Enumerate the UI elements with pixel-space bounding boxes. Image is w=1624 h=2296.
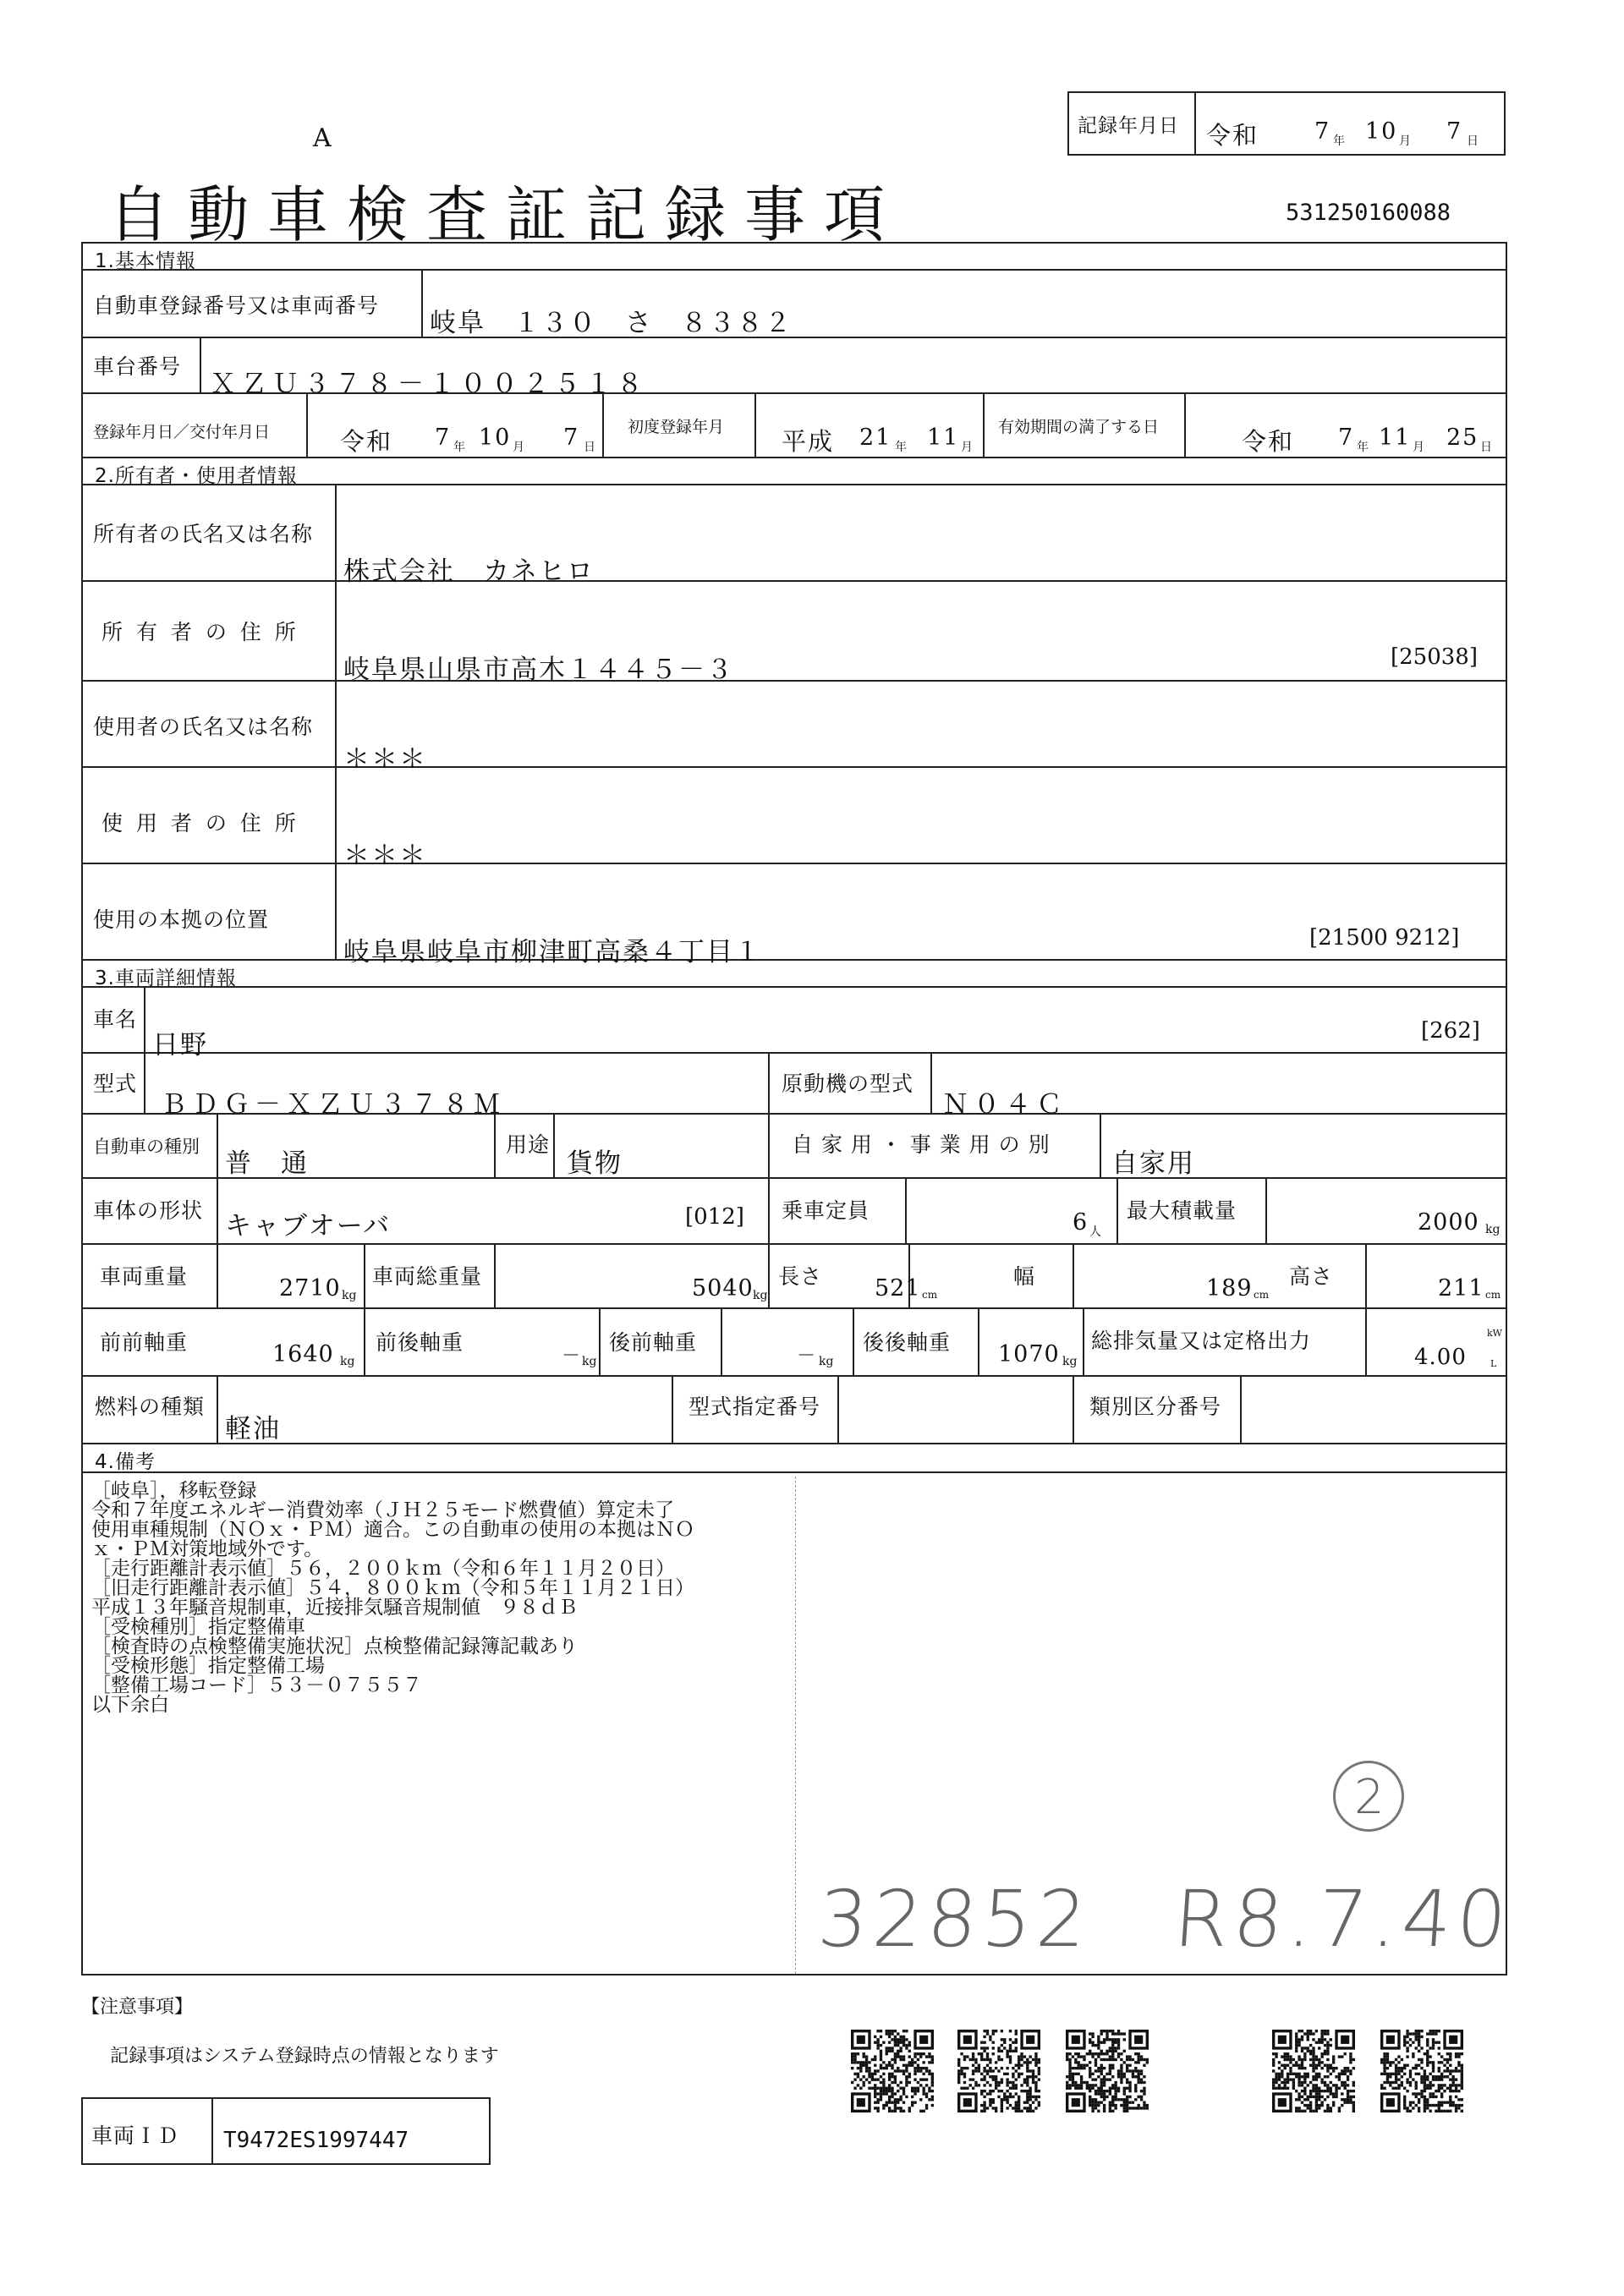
handwritten-circle [1333, 1761, 1404, 1832]
handwritten-note: 32852 R8.7.40 [815, 1874, 1515, 1964]
user-address-label: 使 用 者 の 住 所 [102, 811, 299, 836]
vehicle-id-box [81, 2097, 491, 2165]
front-front-axle-value: 1640 [272, 1341, 334, 1367]
first-reg-year: 21 [859, 425, 892, 451]
maker-value: 日野 [152, 1030, 208, 1060]
remark-line: ［受検種別］指定整備車 [91, 1616, 305, 1638]
gross-weight-label: 車両総重量 [372, 1264, 483, 1289]
reg-date-day: 7 [563, 425, 580, 451]
category-number-label: 類別区分番号 [1089, 1395, 1222, 1419]
private-business-value: 自家用 [1111, 1148, 1195, 1179]
remark-line: ｘ・ＰＭ対策地域外です。 [91, 1538, 324, 1560]
rear-front-axle-value: － [797, 1345, 818, 1367]
form-mark: A [313, 123, 332, 153]
owner-address-value: 岐阜県山県市高木１４４５－３ [343, 655, 734, 685]
user-name-label: 使用者の氏名又は名称 [93, 715, 314, 739]
base-location-label: 使用の本拠の位置 [93, 907, 270, 932]
owner-name-label: 所有者の氏名又は名称 [93, 522, 314, 546]
maker-code: [262] [1421, 1018, 1480, 1044]
remark-line: ［旧走行距離計表示値］５４，８００ｋｍ（令和５年１１月２１日） [91, 1577, 694, 1599]
maker-label: 車名 [93, 1007, 138, 1032]
chassis-value: ＸＺＵ３７８－１００２５１８ [210, 369, 648, 399]
record-date-box: 記録年月日 令和 7 年 10 月 7 日 [1067, 91, 1506, 156]
rear-rear-axle-label: 後後軸重 [863, 1330, 952, 1355]
record-date-era: 令和 [1206, 121, 1259, 150]
qr-code-1 [851, 2030, 934, 2112]
record-date-day: 7 [1446, 118, 1463, 145]
expiry-label: 有効期間の満了する日 [998, 418, 1160, 436]
qr-code-2 [957, 2030, 1040, 2112]
max-load-label: 最大積載量 [1127, 1198, 1237, 1223]
remark-line: 使用車種規制（ＮＯｘ・ＰＭ）適合。この自動車の使用の本拠はＮＯ [91, 1519, 694, 1541]
base-location-code: [21500 9212] [1309, 925, 1460, 951]
record-date-label: 記録年月日 [1078, 115, 1179, 137]
width-value: 189 [1206, 1275, 1253, 1301]
expiry-year: 7 [1338, 425, 1355, 451]
kind-label: 自動車の種別 [93, 1137, 200, 1157]
qr-code-5 [1380, 2030, 1463, 2112]
capacity-value: 6 [1073, 1209, 1089, 1236]
reg-date-label: 登録年月日／交付年月日 [93, 423, 271, 441]
model-value: ＢＤＧ－ＸＺＵ３７８Ｍ [161, 1089, 505, 1120]
section-basic-title: 1.基本情報 [95, 250, 196, 272]
type-designation-label: 型式指定番号 [689, 1395, 821, 1419]
reg-date-year: 7 [435, 425, 452, 451]
body-value: キャブオーバ [225, 1211, 392, 1241]
length-value: 521 [875, 1275, 921, 1301]
expiry-month: 11 [1379, 425, 1412, 451]
chassis-label: 車台番号 [93, 354, 182, 379]
height-label: 高さ [1289, 1264, 1334, 1289]
capacity-label: 乗車定員 [782, 1198, 870, 1223]
first-reg-label: 初度登録年月 [628, 418, 725, 436]
front-rear-axle-value: － [562, 1345, 583, 1367]
section-owner-title: 2.所有者・使用者情報 [95, 465, 298, 487]
record-date-month: 10 [1365, 118, 1398, 145]
remark-line: 令和７年度エネルギー消費効率（ＪＨ２５モード燃費値）算定未了 [91, 1499, 675, 1521]
page-title: 自動車検査証記録事項 [108, 179, 904, 250]
weight-label: 車両重量 [100, 1264, 189, 1289]
remark-line: ［検査時の点検整備実施状況］点検整備記録簿記載あり [91, 1636, 578, 1658]
document-number: 531250160088 [1286, 200, 1451, 226]
gross-weight-value: 5040 [692, 1275, 754, 1301]
record-date-year: 7 [1314, 118, 1331, 145]
remark-line: ［走行距離計表示値］５６，２００ｋｍ（令和６年１１月２０日） [91, 1558, 675, 1580]
front-front-axle-label: 前前軸重 [100, 1330, 189, 1355]
remark-line: ［受検形態］指定整備工場 [91, 1655, 325, 1677]
vehicle-id-value: T9472ES1997447 [223, 2128, 409, 2153]
first-reg-month: 11 [927, 425, 960, 451]
max-load-value: 2000 [1418, 1209, 1479, 1236]
use-label: 用途 [506, 1132, 551, 1157]
owner-address-label: 所 有 者 の 住 所 [102, 620, 299, 644]
remark-line: ［岐阜］，移転登録 [91, 1480, 257, 1502]
expiry-era: 令和 [1242, 427, 1295, 456]
notice-text: 記録事項はシステム登録時点の情報となります [110, 2046, 499, 2067]
owner-name-value: 株式会社 カネヒロ [343, 556, 595, 587]
reg-date-era: 令和 [340, 427, 393, 456]
front-rear-axle-label: 前後軸重 [376, 1330, 464, 1355]
width-label: 幅 [1013, 1264, 1036, 1289]
vehicle-id-label: 車両ＩＤ [91, 2123, 180, 2148]
qr-code-3 [1066, 2030, 1149, 2112]
rear-rear-axle-value: 1070 [998, 1341, 1060, 1367]
private-business-label: 自 家 用 ・ 事 業 用 の 別 [792, 1132, 1051, 1157]
expiry-day: 25 [1446, 425, 1479, 451]
weight-value: 2710 [279, 1275, 341, 1301]
notice-title: 【注意事項】 [81, 1997, 194, 2018]
section-vehicle-title: 3.車両詳細情報 [95, 967, 237, 989]
reg-date-month: 10 [479, 425, 512, 451]
body-code: [012] [685, 1204, 744, 1230]
use-value: 貨物 [567, 1148, 623, 1179]
base-location-value: 岐阜県岐阜市柳津町高桑４丁目１ [343, 937, 762, 967]
body-label: 車体の形状 [93, 1198, 204, 1223]
reg-no-value: 岐阜 １３０ さ ８３８２ [430, 308, 793, 338]
user-name-value: ＊＊＊ [343, 744, 427, 775]
engine-label: 原動機の型式 [782, 1071, 914, 1096]
user-address-value: ＊＊＊ [343, 841, 427, 871]
reg-no-label: 自動車登録番号又は車両番号 [93, 293, 380, 318]
rear-front-axle-label: 後前軸重 [609, 1330, 698, 1355]
fuel-label: 燃料の種類 [95, 1395, 206, 1419]
model-label: 型式 [93, 1071, 138, 1096]
owner-address-code: [25038] [1391, 644, 1478, 670]
kind-value: 普 通 [225, 1148, 309, 1179]
handwritten-circle-number: 2 [1354, 1770, 1385, 1825]
displacement-label: 総排気量又は定格出力 [1091, 1329, 1312, 1353]
height-value: 211 [1438, 1275, 1484, 1301]
fuel-value: 軽油 [225, 1414, 281, 1444]
engine-value: Ｎ０４Ｃ [942, 1089, 1067, 1120]
remark-line: 以下余白 [91, 1694, 169, 1716]
remark-line: ［整備工場コード］５３－０７５５７ [91, 1674, 422, 1696]
qr-code-4 [1272, 2030, 1355, 2112]
displacement-value: 4.00 [1414, 1345, 1467, 1370]
first-reg-era: 平成 [782, 427, 835, 456]
section-remarks-title: 4.備考 [95, 1451, 156, 1473]
remark-line: 平成１３年騒音規制車，近接排気騒音規制値 ９８ｄＢ [91, 1597, 578, 1619]
length-label: 長さ [778, 1264, 823, 1289]
